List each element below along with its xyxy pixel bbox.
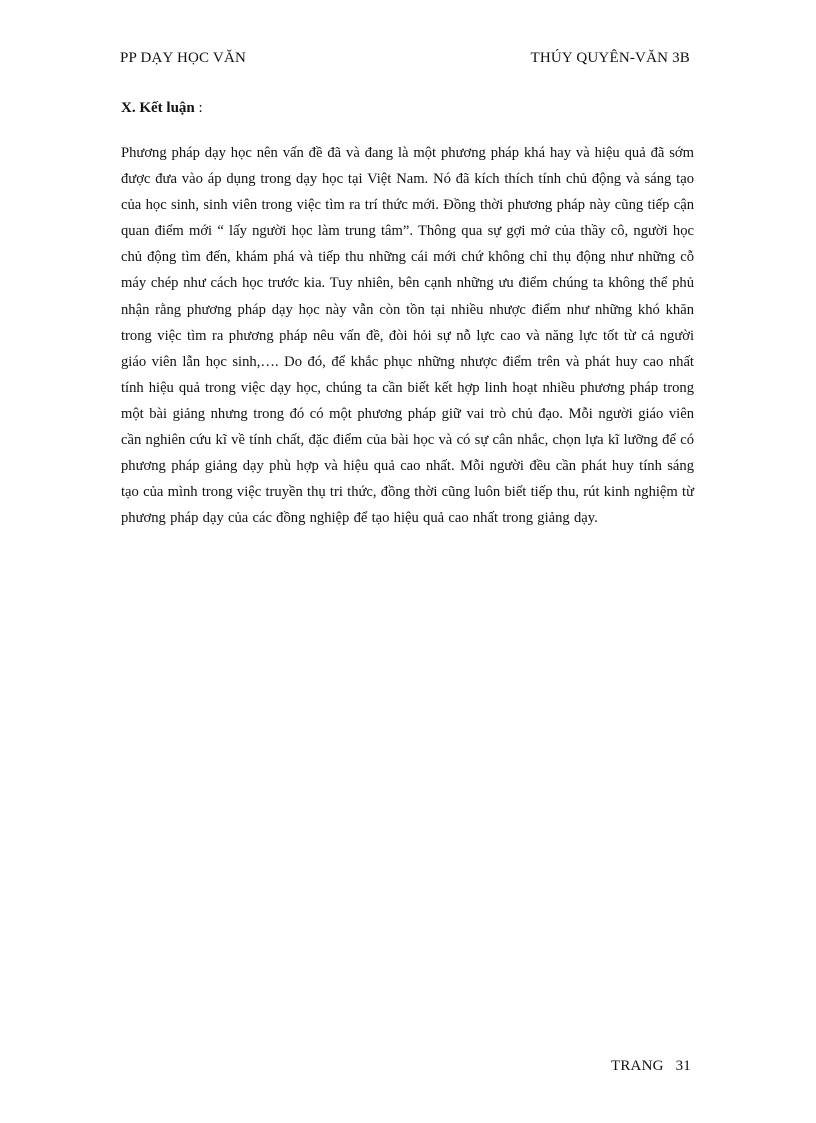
section-heading-suffix: :	[194, 100, 203, 116]
section-heading	[121, 100, 203, 117]
conclusion-paragraph: Phương pháp dạy học nên vấn đề đã và đang là một phương pháp khá hay và hiệu quả đã sớm được đưa vào áp dụng trong dạy học tại Việt Nam. Nó đã kích thích tính chủ động và sáng tạo của học sinh, sinh viên trong việc tìm ra trí thức mới. Đồng thời phương pháp này cũng tiếp cận quan điểm mới “ lấy người học làm trung tâm”. Thông qua sự gợi mở của thầy cô, người học chủ động tìm đến, khám phá và tiếp thu những cái mới chứ không chỉ thụ động như những cỗ máy chép như cách học trước kia. Tuy nhiên, bên cạnh những ưu điểm chúng ta không thể phủ nhận rằng phương pháp dạy học này vẫn còn tồn tại nhiều nhược điểm như những khó khăn trong việc tìm ra phương pháp nêu vấn đề, đòi hỏi sự nỗ lực cao và năng lực tốt từ cả người giáo viên lẫn học sinh,…. Do đó, để khắc phục những nhược điểm trên và phát huy cao nhất tính hiệu quả trong việc dạy học, chúng ta cần biết kết hợp linh hoạt nhiều phương pháp trong một bài giảng nhưng trong đó có một phương pháp giữ vai trò chủ đạo. Mỗi người giáo viên cần nghiên cứu kĩ về tính chất, đặc điểm của bài học và có sự cân nhắc, chọn lựa kĩ lưỡng để có phương pháp giảng dạy phù hợp và hiệu quả cao nhất. Mỗi người đều cần phát huy tính sáng tạo của mình trong việc truyền thụ tri thức, đồng thời cũng luôn biết tiếp thu, rút kinh nghiệm từ phương pháp dạy của các đồng nghiệp để tạo hiệu quả cao nhất trong giảng dạy.	[121, 145, 694, 527]
page-number: TRANG 31	[610, 1058, 691, 1074]
header-course-title: PP DẠY HỌC VĂN	[120, 50, 247, 66]
header-author: THÚY QUYÊN-VĂN 3B	[530, 50, 690, 66]
section-heading-title: X. Kết luận	[121, 100, 195, 116]
